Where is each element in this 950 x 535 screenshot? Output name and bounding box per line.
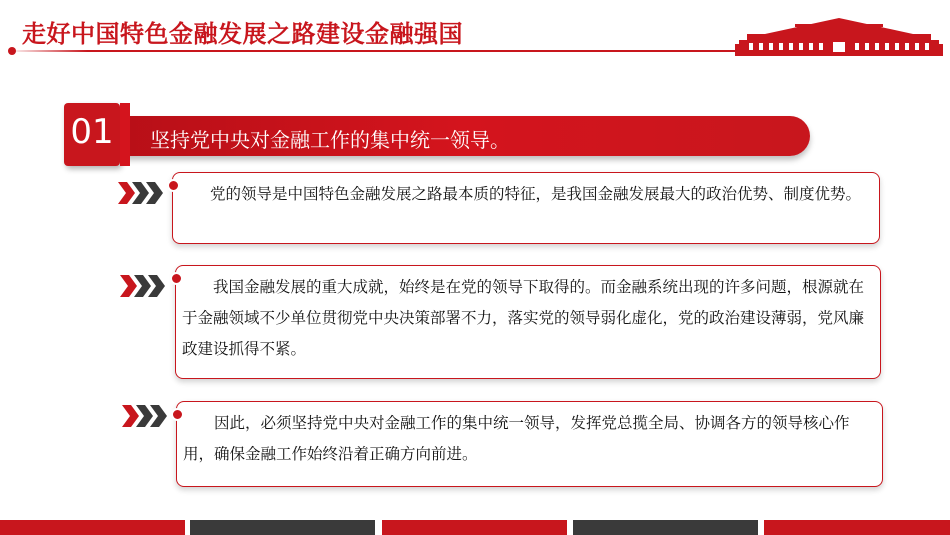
point-box-2: [175, 265, 881, 379]
point-text-2: 我国金融发展的重大成就，始终是在党的领导下取得的。而金融系统出现的许多问题，根源就在于金融领域不少单位贯彻党中央决策部署不力，落实党的领导弱化虚化，党的政治建设薄弱，党风廉政建设抓得不紧。: [182, 278, 865, 358]
section-number: 01: [70, 112, 114, 152]
footer-bar-5: [764, 520, 950, 535]
point-text-1: 党的领导是中国特色金融发展之路最本质的特征，是我国金融发展最大的政治优势、制度优势。: [210, 185, 862, 203]
point-box-1: [172, 172, 880, 244]
triple-chevron-icon: [118, 182, 166, 204]
triple-chevron-icon: [122, 405, 170, 427]
footer-bar-4: [573, 520, 758, 535]
header-divider: [15, 50, 740, 52]
triple-chevron-icon: [120, 275, 168, 297]
tiananmen-building-icon: [735, 14, 943, 58]
section-heading-bar: [120, 116, 810, 156]
footer-bar-1: [0, 520, 185, 535]
page-title: 走好中国特色金融发展之路建设金融强国: [22, 20, 463, 48]
point-box-3: [176, 401, 883, 487]
section-number-badge: [64, 103, 120, 166]
section-heading: 坚持党中央对金融工作的集中统一领导。: [150, 128, 510, 152]
point-text-3: 因此，必须坚持党中央对金融工作的集中统一领导，发挥党总揽全局、协调各方的领导核心作用，确保金融工作始终沿着正确方向前进。: [183, 414, 850, 463]
footer-bar-2: [190, 520, 375, 535]
footer-bar-3: [382, 520, 567, 535]
